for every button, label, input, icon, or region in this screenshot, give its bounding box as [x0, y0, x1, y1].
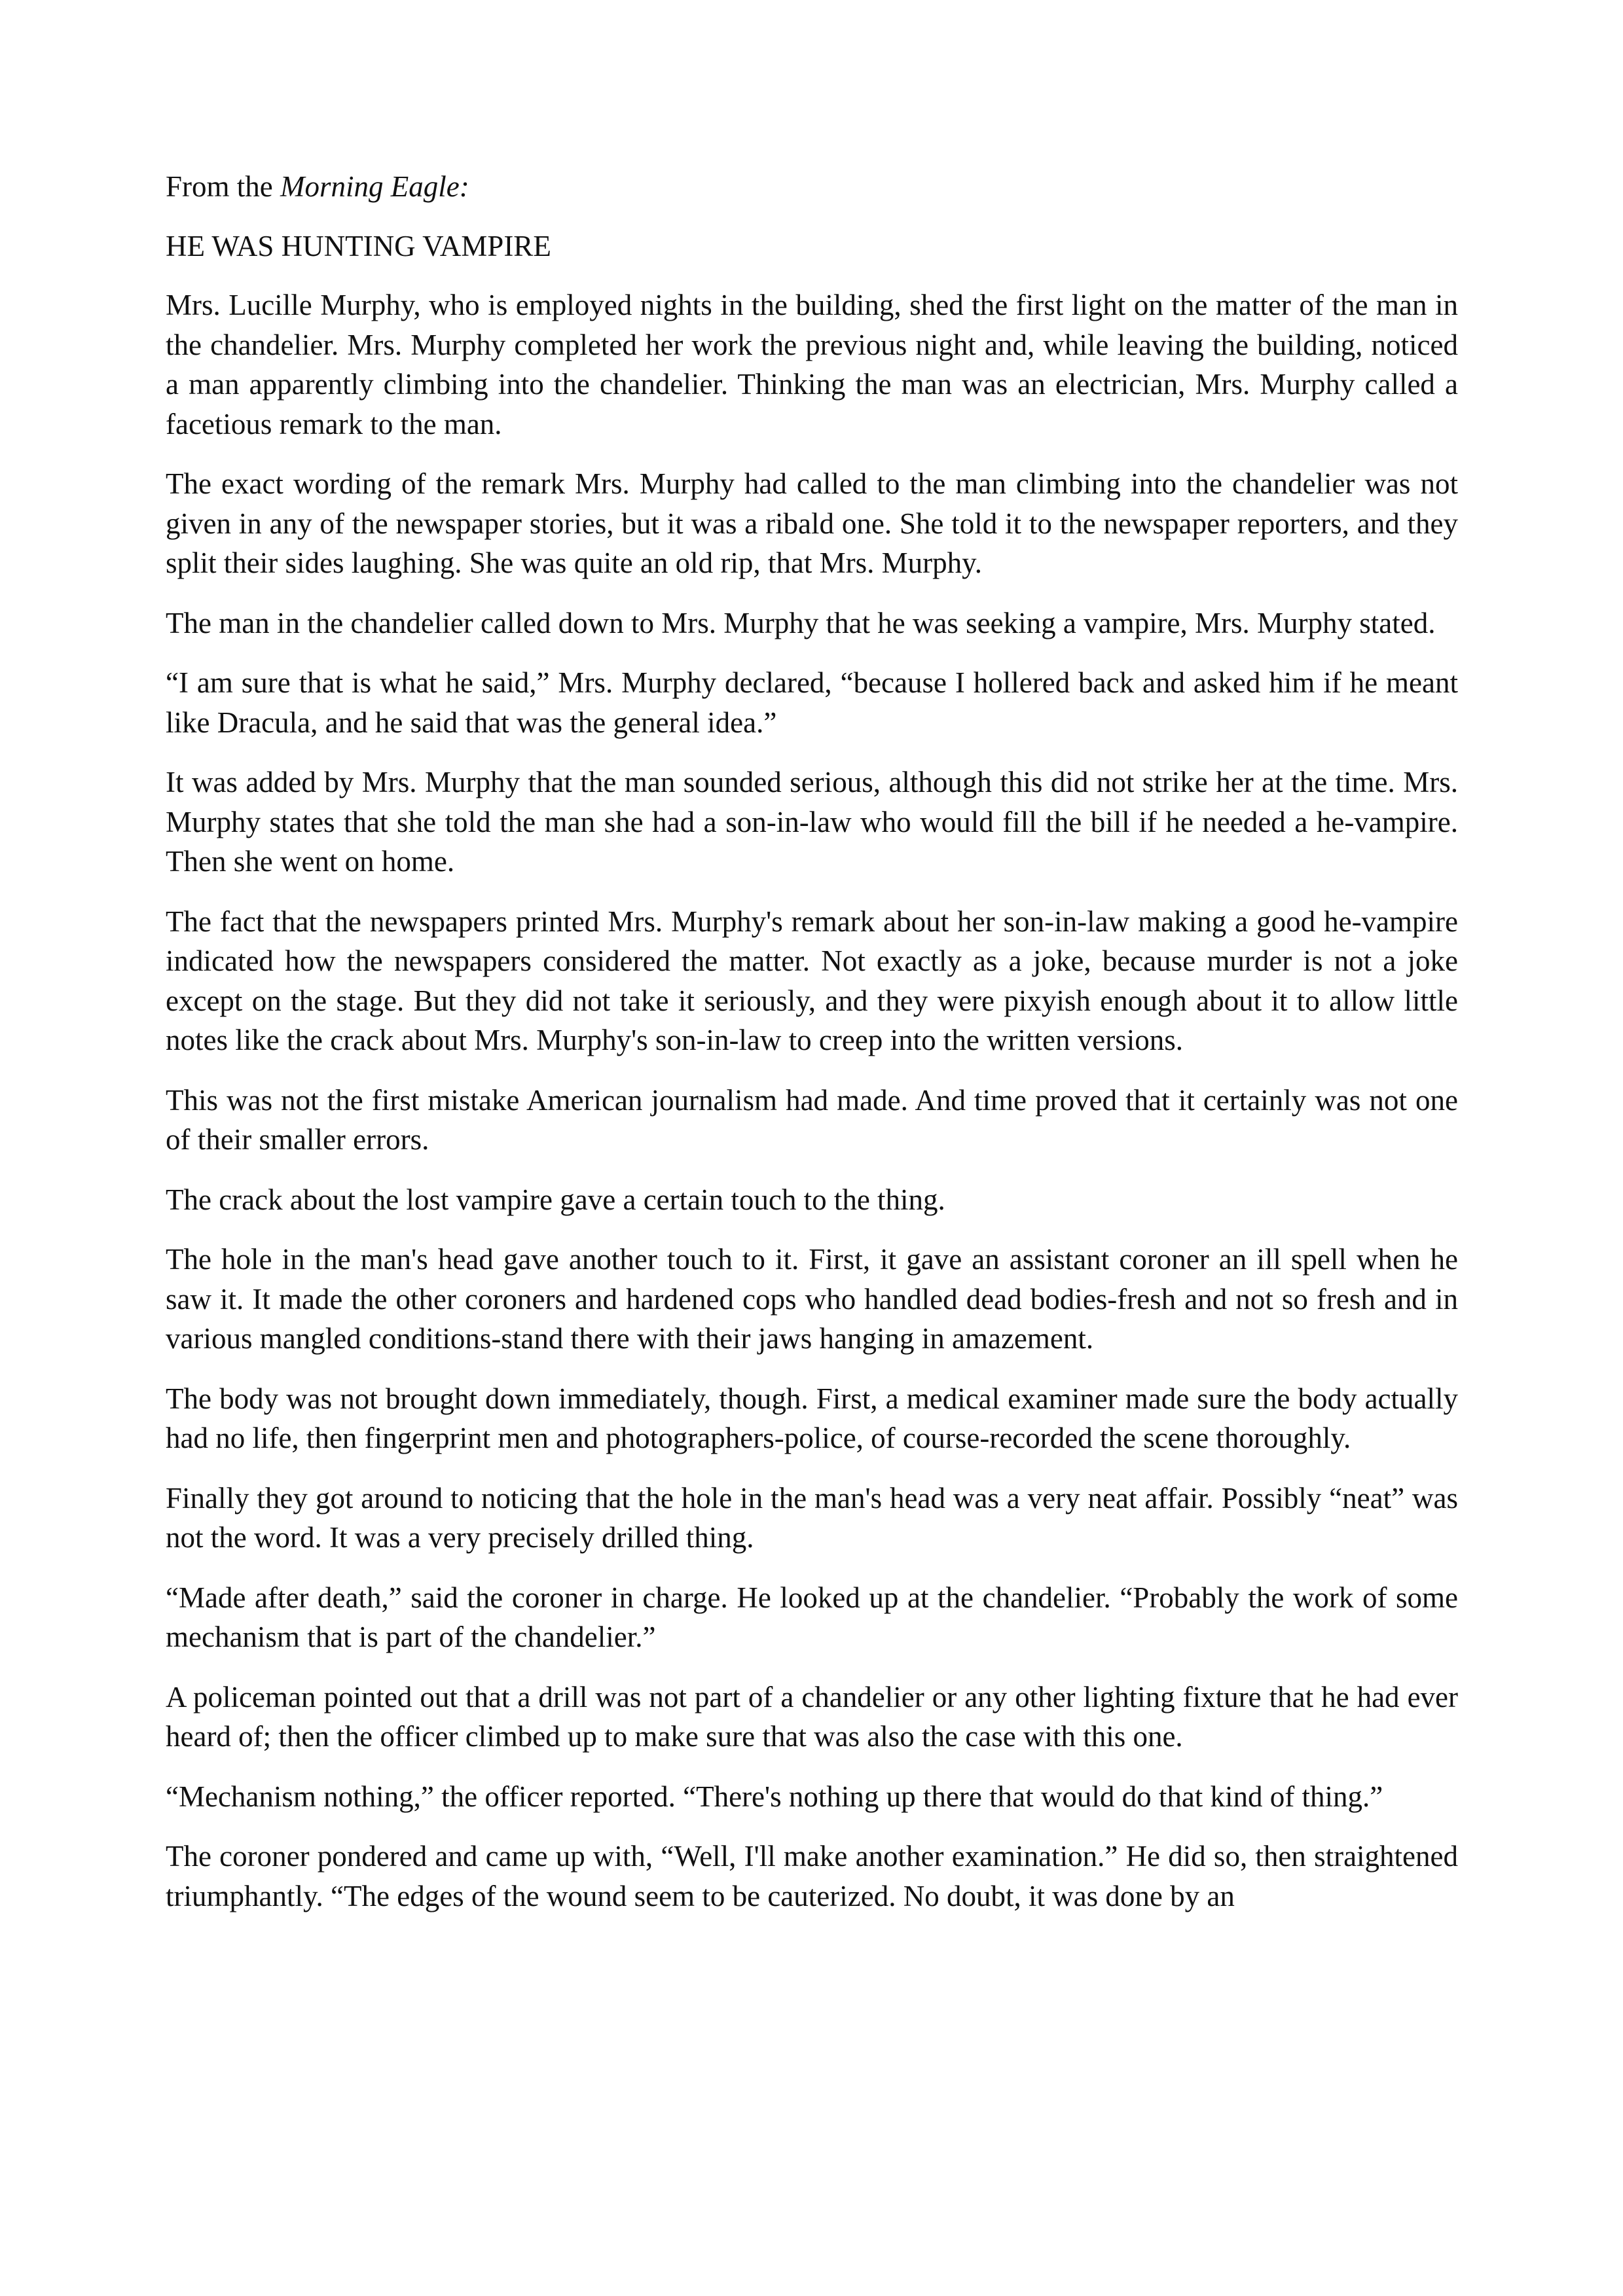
- paragraph: The hole in the man's head gave another touch to it. First, it gave an assistant coroner an ill spell when he saw it. It made the other coroners and hardened cops who handled dead bodies-fresh and not so fresh and in various mangled conditions-stand there with their jaws hanging in amazement.: [166, 1243, 1458, 1355]
- paragraph: The body was not brought down immediately, though. First, a medical examiner made sure the body actually had no life, then fingerprint men and photographers-police, of course-recorded the scene thoroughly.: [166, 1382, 1458, 1454]
- paragraph: Finally they got around to noticing that the hole in the man's head was a very neat affair. Possibly “neat” was not the word. It was a very precisely drilled thing.: [166, 1481, 1458, 1554]
- paragraph: The crack about the lost vampire gave a certain touch to the thing.: [166, 1183, 945, 1216]
- paragraph: The fact that the newspapers printed Mrs. Murphy's remark about her son-in-law making a good he-vampire indicated how the newspapers considered the matter. Not exactly as a joke, because murder is not a joke except on the stage. But they did not take it seriously, and they were pixyish enough about it to allow little notes like the crack about Mrs. Murphy's son-in-law to creep into the written versions.: [166, 905, 1458, 1056]
- paragraph: “I am sure that is what he said,” Mrs. Murphy declared, “because I hollered back and asked him if he meant like Dracula, and he said that was the general idea.”: [166, 666, 1458, 739]
- paragraph: This was not the first mistake American journalism had made. And time proved that it certainly was not one of their smaller errors.: [166, 1083, 1458, 1156]
- publication-name: Morning Eagle:: [280, 170, 469, 203]
- paragraph: The exact wording of the remark Mrs. Murphy had called to the man climbing into the chandelier was not given in any of the newspaper stories, but it was a ribald one. She told it to the newspaper reporters, and they split their sides laughing. She was quite an old rip, that Mrs. Murphy.: [166, 467, 1458, 579]
- source-line: [166, 167, 1458, 207]
- paragraph: The coroner pondered and came up with, “Well, I'll make another examination.” He did so, then straightened triumphantly. “The edges of the wound seem to be cauterized. No doubt, it was done by an: [166, 1840, 1458, 1912]
- paragraph: “Mechanism nothing,” the officer reported. “There's nothing up there that would do that kind of thing.”: [166, 1780, 1383, 1813]
- source-prefix: From the: [166, 170, 280, 203]
- headline: HE WAS HUNTING VAMPIRE: [166, 229, 551, 262]
- paragraph: It was added by Mrs. Murphy that the man sounded serious, although this did not strike her at the time. Mrs. Murphy states that she told the man she had a son-in-law who would fill the bill if he needed a he-vampire. Then she went on home.: [166, 766, 1458, 878]
- document-page: [166, 167, 1458, 1936]
- paragraph: The man in the chandelier called down to Mrs. Murphy that he was seeking a vampire, Mrs. Murphy stated.: [166, 606, 1436, 639]
- paragraph: “Made after death,” said the coroner in charge. He looked up at the chandelier. “Probably the work of some mechanism that is part of the chandelier.”: [166, 1581, 1458, 1653]
- paragraph: Mrs. Lucille Murphy, who is employed nights in the building, shed the first light on the matter of the man in the chandelier. Mrs. Murphy completed her work the previous night and, while leaving the building, noticed a man apparently climbing into the chandelier. Thinking the man was an electrician, Mrs. Murphy called a facetious remark to the man.: [166, 289, 1458, 440]
- paragraph: A policeman pointed out that a drill was not part of a chandelier or any other lighting fixture that he had ever heard of; then the officer climbed up to make sure that was also the case with this one.: [166, 1680, 1458, 1753]
